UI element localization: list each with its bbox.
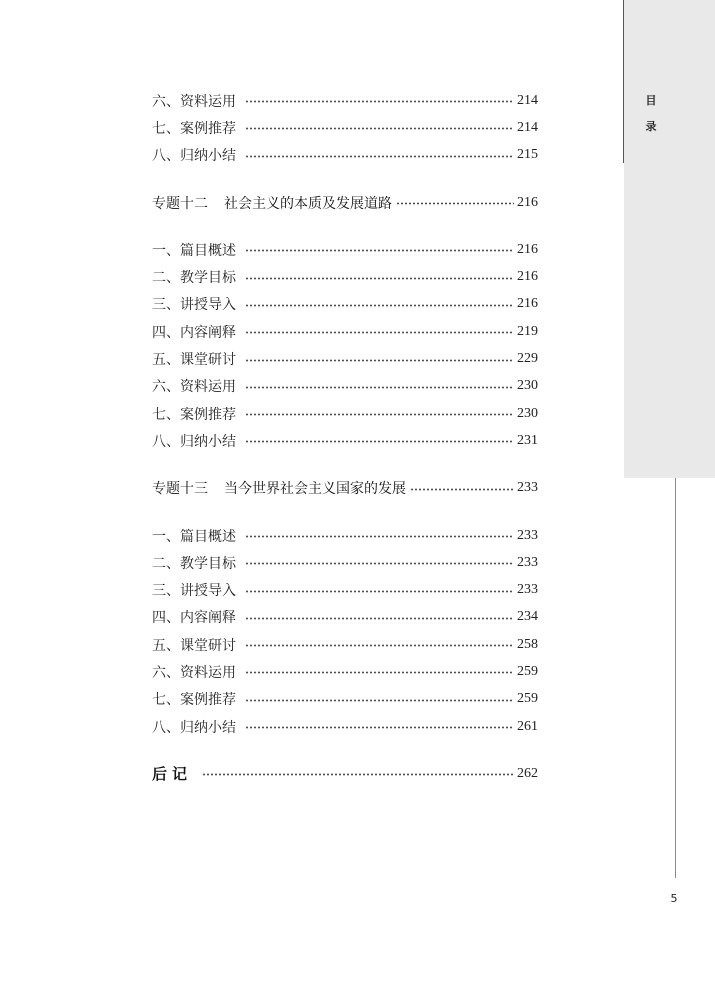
afterword-page: 262 [517, 765, 538, 781]
toc-entry [152, 713, 538, 740]
toc-entry [152, 604, 538, 631]
toc-entry [152, 427, 538, 454]
toc-entry-page: 261 [517, 718, 538, 734]
toc-entry [152, 373, 538, 400]
dot-leader [245, 304, 514, 307]
dot-leader [245, 413, 514, 416]
toc-entry-page: 214 [517, 92, 538, 108]
toc-entry-page: 216 [517, 241, 538, 257]
dot-leader [202, 773, 514, 776]
toc-entry-page: 233 [517, 582, 538, 598]
toc-entry-page: 215 [517, 147, 538, 163]
toc-entry-page: 258 [517, 636, 538, 652]
toc-entry-label: 六、资料运用 [152, 664, 236, 681]
table-of-contents [152, 87, 538, 788]
toc-entry-label: 一、篇目概述 [152, 528, 236, 545]
toc-entry-page: 233 [517, 554, 538, 570]
dot-leader [245, 277, 514, 280]
dot-leader [245, 386, 514, 389]
toc-entry-page: 233 [517, 527, 538, 543]
toc-entry-page: 216 [517, 269, 538, 285]
toc-entry-label: 三、讲授导入 [152, 583, 236, 600]
toc-entry-label: 四、内容阐释 [152, 324, 236, 341]
toc-entry-label: 二、教学目标 [152, 270, 236, 287]
toc-entry [152, 114, 538, 141]
dot-leader [245, 100, 514, 103]
toc-entry-page: 219 [517, 323, 538, 339]
toc-entry-label: 八、归纳小结 [152, 148, 236, 165]
dot-leader [410, 488, 514, 491]
dot-leader [245, 127, 514, 130]
toc-entry-label: 八、归纳小结 [152, 719, 236, 736]
toc-entry [152, 631, 538, 658]
side-tab-panel [624, 0, 715, 478]
topic-page: 233 [517, 480, 538, 496]
toc-entry [152, 236, 538, 263]
toc-entry [152, 522, 538, 549]
toc-entry [152, 658, 538, 685]
side-tab-char-1: 目 [645, 94, 657, 107]
toc-entry-page: 229 [517, 351, 538, 367]
toc-entry [152, 263, 538, 290]
toc-entry [152, 400, 538, 427]
toc-entry-label: 七、案例推荐 [152, 406, 236, 423]
toc-entry [152, 87, 538, 114]
toc-entry-label: 四、内容阐释 [152, 610, 236, 627]
side-tab-edge-line [623, 0, 624, 163]
afterword-label: 后记 [152, 765, 193, 784]
toc-entry [152, 576, 538, 603]
toc-afterword [152, 760, 538, 787]
dot-leader [245, 249, 514, 252]
toc-topic-heading [152, 189, 538, 216]
dot-leader [396, 202, 514, 205]
dot-leader [245, 617, 514, 620]
topic-title: 当今世界社会主义国家的发展 [224, 481, 406, 498]
topic-number: 专题十三 [152, 481, 208, 498]
toc-entry [152, 686, 538, 713]
dot-leader [245, 699, 514, 702]
topic-number: 专题十二 [152, 195, 208, 212]
dot-leader [245, 562, 514, 565]
toc-entry-page: 214 [517, 119, 538, 135]
toc-entry-page: 259 [517, 663, 538, 679]
toc-entry-page: 230 [517, 405, 538, 421]
toc-entry-label: 六、资料运用 [152, 379, 236, 396]
toc-entry-label: 一、篇目概述 [152, 242, 236, 259]
toc-entry-label: 八、归纳小结 [152, 433, 236, 450]
margin-rule-line [675, 478, 676, 878]
toc-entry-page: 234 [517, 609, 538, 625]
toc-entry-label: 三、讲授导入 [152, 297, 236, 314]
toc-entry-page: 259 [517, 691, 538, 707]
toc-entry [152, 142, 538, 169]
toc-entry-label: 五、课堂研讨 [152, 352, 236, 369]
toc-entry-page: 230 [517, 378, 538, 394]
toc-entry [152, 318, 538, 345]
toc-entry-page: 231 [517, 432, 538, 448]
toc-entry [152, 345, 538, 372]
topic-page: 216 [517, 194, 538, 210]
toc-entry-label: 二、教学目标 [152, 555, 236, 572]
dot-leader [245, 440, 514, 443]
dot-leader [245, 671, 514, 674]
dot-leader [245, 535, 514, 538]
toc-topic-heading [152, 475, 538, 502]
dot-leader [245, 359, 514, 362]
toc-entry [152, 549, 538, 576]
dot-leader [245, 590, 514, 593]
dot-leader [245, 155, 514, 158]
toc-entry-label: 六、资料运用 [152, 93, 236, 110]
topic-title: 社会主义的本质及发展道路 [224, 195, 392, 212]
toc-entry-page: 216 [517, 296, 538, 312]
page-number: 5 [670, 892, 678, 905]
toc-entry-label: 七、案例推荐 [152, 120, 236, 137]
toc-entry-label: 五、课堂研讨 [152, 637, 236, 654]
toc-entry [152, 291, 538, 318]
dot-leader [245, 644, 514, 647]
side-tab-char-2: 录 [645, 120, 657, 133]
dot-leader [245, 726, 514, 729]
dot-leader [245, 331, 514, 334]
toc-entry-label: 七、案例推荐 [152, 692, 236, 709]
